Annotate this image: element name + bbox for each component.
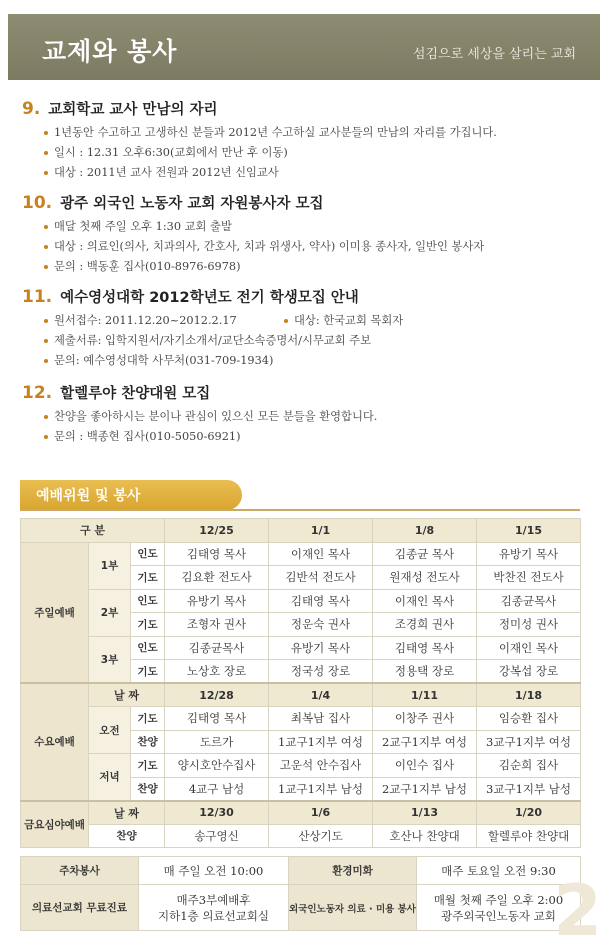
service-label: 주일예배 xyxy=(21,542,89,683)
date-header: 1/8 xyxy=(373,519,477,543)
table-row xyxy=(21,519,581,543)
role-cell: 기도 xyxy=(131,707,165,731)
table-cell: 도르가 xyxy=(165,730,269,754)
page-title: 교제와 봉사 xyxy=(42,37,178,66)
announcement-10 xyxy=(22,192,484,277)
announcement-title: 광주 외국인 노동자 교회 자원봉사자 모집 xyxy=(60,196,324,212)
schedule-table xyxy=(20,518,581,848)
table-cell: 김태영 목사 xyxy=(269,589,373,613)
service-name: 환경미화 xyxy=(289,857,417,885)
table-row xyxy=(21,885,581,931)
announcement-line: 일시 : 12.31 오후6:30(교회에서 만난 후 이동) xyxy=(44,143,497,163)
table-cell: 최복남 집사 xyxy=(269,707,373,731)
service-name: 주차봉사 xyxy=(21,857,139,885)
bullet-icon xyxy=(44,435,48,439)
bullet-icon xyxy=(44,171,48,175)
page-number: 2 xyxy=(553,870,602,948)
service-time xyxy=(139,885,289,931)
table-cell: 김순희 집사 xyxy=(477,754,581,778)
service-time: 매 주일 오전 10:00 xyxy=(139,857,289,885)
role-cell: 기도 xyxy=(131,566,165,590)
date-label: 날 짜 xyxy=(89,683,165,707)
bullet-icon xyxy=(44,245,48,249)
bullet-icon xyxy=(44,131,48,135)
table-cell: 산상기도 xyxy=(269,824,373,848)
table-cell: 2교구1지부 남성 xyxy=(373,777,477,801)
table-row xyxy=(21,801,581,825)
service-time: 매주 토요일 오전 9:30 xyxy=(417,857,581,885)
announcement-line: 문의: 예수영성대학 사무처(031-709-1934) xyxy=(44,351,403,371)
service-time-line: 매월 첫째 주일 오후 2:00 xyxy=(433,892,564,907)
date-header: 1/18 xyxy=(477,683,581,707)
table-row xyxy=(21,589,581,613)
bullet-icon xyxy=(44,265,48,269)
table-cell: 이인수 집사 xyxy=(373,754,477,778)
announcement-line: 1년동안 수고하고 고생하신 분들과 2012년 수고하실 교사분들의 만남의 자리를 가집니다. xyxy=(44,123,497,143)
role-cell: 기도 xyxy=(131,754,165,778)
announcement-line: 문의 : 백종현 집사(010-5050-6921) xyxy=(44,427,377,447)
bullet-icon xyxy=(284,319,288,323)
table-cell: 정미성 권사 xyxy=(477,613,581,637)
date-header: 1/1 xyxy=(269,519,373,543)
table-cell: 김종균목사 xyxy=(477,589,581,613)
bullet-icon xyxy=(44,415,48,419)
announcement-11 xyxy=(22,286,403,371)
bullet-icon xyxy=(44,359,48,363)
announcement-line: 제출서류: 입학지원서/자기소개서/교단소속증명서/시무교회 주보 xyxy=(44,331,403,351)
announcement-line: 대상 : 2011년 교사 전원과 2012년 신임교사 xyxy=(44,163,497,183)
table-cell: 고운석 안수집사 xyxy=(269,754,373,778)
service-name: 의료선교회 무료진료 xyxy=(21,885,139,931)
date-header: 12/25 xyxy=(165,519,269,543)
page-header xyxy=(8,14,600,80)
service-part: 2부 xyxy=(89,589,131,636)
service-label: 수요예배 xyxy=(21,683,89,801)
role-cell: 기도 xyxy=(131,613,165,637)
announcement-9 xyxy=(22,98,497,183)
announcement-line: 매달 첫째 주일 오후 1:30 교회 출발 xyxy=(44,217,484,237)
service-label: 금요심야예배 xyxy=(21,801,89,848)
table-cell: 김태영 목사 xyxy=(373,636,477,660)
table-cell: 유방기 목사 xyxy=(165,589,269,613)
service-time-line: 매주3부예배후 xyxy=(176,892,251,907)
date-header: 1/6 xyxy=(269,801,373,825)
date-header: 1/20 xyxy=(477,801,581,825)
table-row xyxy=(21,824,581,848)
date-label: 날 짜 xyxy=(89,801,165,825)
announcement-title: 할렐루야 찬양대원 모집 xyxy=(60,386,211,402)
table-cell: 김태영 목사 xyxy=(165,542,269,566)
table-cell: 유방기 목사 xyxy=(269,636,373,660)
role-cell: 찬양 xyxy=(131,777,165,801)
table-cell: 정국성 장로 xyxy=(269,660,373,684)
table-cell: 이창주 권사 xyxy=(373,707,477,731)
role-cell: 기도 xyxy=(131,660,165,684)
table-cell: 김요환 전도사 xyxy=(165,566,269,590)
date-header: 12/30 xyxy=(165,801,269,825)
services-table xyxy=(20,856,581,931)
table-cell: 할렐루야 찬양대 xyxy=(477,824,581,848)
section-tab xyxy=(20,480,242,510)
service-name: 외국인노동자 의료 · 미용 봉사 xyxy=(289,885,417,931)
bullet-icon xyxy=(44,339,48,343)
announcement-title: 교회학교 교사 만남의 자리 xyxy=(48,102,218,118)
table-cell: 박찬진 전도사 xyxy=(477,566,581,590)
column-header: 구 분 xyxy=(21,519,165,543)
section-title: 예배위원 및 봉사 xyxy=(36,488,141,504)
service-part: 오전 xyxy=(89,707,131,754)
table-cell: 3교구1지부 남성 xyxy=(477,777,581,801)
announcement-number: 9. xyxy=(22,99,41,119)
bullet-icon xyxy=(44,151,48,155)
service-time-line: 광주외국인노동자 교회 xyxy=(441,908,556,923)
table-cell: 이재인 목사 xyxy=(373,589,477,613)
announcement-line: 대상 : 의료인(의사, 치과의사, 간호사, 치과 위생사, 약사) 이미용 종사자, 일반인 봉사자 xyxy=(44,237,484,257)
role-cell: 인도 xyxy=(131,542,165,566)
table-cell: 정운숙 권사 xyxy=(269,613,373,637)
table-row xyxy=(21,754,581,778)
table-cell: 3교구1지부 여성 xyxy=(477,730,581,754)
table-row xyxy=(21,707,581,731)
table-cell: 강복섭 장로 xyxy=(477,660,581,684)
announcement-number: 12. xyxy=(22,383,53,403)
announcement-line: 문의 : 백동훈 집사(010-8976-6978) xyxy=(44,257,484,277)
table-cell: 정용택 장로 xyxy=(373,660,477,684)
table-cell: 조경희 권사 xyxy=(373,613,477,637)
table-row xyxy=(21,636,581,660)
bullet-icon xyxy=(44,225,48,229)
table-cell: 김종균 목사 xyxy=(373,542,477,566)
table-cell: 양시호안수집사 xyxy=(165,754,269,778)
announcement-12 xyxy=(22,382,377,447)
announcement-title: 예수영성대학 2012학년도 전기 학생모집 안내 xyxy=(60,290,359,306)
table-cell: 김종균목사 xyxy=(165,636,269,660)
announcement-number: 11. xyxy=(22,287,53,307)
table-cell: 임승환 집사 xyxy=(477,707,581,731)
role-cell: 인도 xyxy=(131,589,165,613)
table-cell: 1교구1지부 남성 xyxy=(269,777,373,801)
announcement-line: 찬양을 좋아하시는 분이나 관심이 있으신 모든 분들을 환영합니다. xyxy=(44,407,377,427)
section-divider xyxy=(20,509,580,511)
announcement-number: 10. xyxy=(22,193,53,213)
table-cell: 김반석 전도사 xyxy=(269,566,373,590)
table-row xyxy=(21,683,581,707)
service-time-line: 지하1층 의료선교회실 xyxy=(158,908,269,923)
table-cell: 노상호 장로 xyxy=(165,660,269,684)
service-part: 1부 xyxy=(89,542,131,589)
service-part: 3부 xyxy=(89,636,131,683)
table-cell: 송구영신 xyxy=(165,824,269,848)
service-part: 저녁 xyxy=(89,754,131,801)
table-cell: 이재인 목사 xyxy=(269,542,373,566)
date-header: 1/4 xyxy=(269,683,373,707)
date-header: 1/13 xyxy=(373,801,477,825)
date-header: 12/28 xyxy=(165,683,269,707)
page-subtitle: 섬김으로 세상을 살리는 교회 xyxy=(412,47,576,62)
role-cell: 찬양 xyxy=(131,730,165,754)
date-header: 1/11 xyxy=(373,683,477,707)
table-cell: 김태영 목사 xyxy=(165,707,269,731)
announcement-line: 원서접수: 2011.12.20~2012.2.17 대상: 한국교회 목회자 xyxy=(44,311,403,331)
table-cell: 원재성 전도사 xyxy=(373,566,477,590)
table-cell: 2교구1지부 여성 xyxy=(373,730,477,754)
date-header: 1/15 xyxy=(477,519,581,543)
table-cell: 이재인 목사 xyxy=(477,636,581,660)
table-row xyxy=(21,542,581,566)
table-cell: 1교구1지부 여성 xyxy=(269,730,373,754)
bullet-icon xyxy=(44,319,48,323)
table-cell: 4교구 남성 xyxy=(165,777,269,801)
table-cell: 조형자 권사 xyxy=(165,613,269,637)
table-cell: 호산나 찬양대 xyxy=(373,824,477,848)
role-cell: 인도 xyxy=(131,636,165,660)
table-row xyxy=(21,857,581,885)
role-cell: 찬양 xyxy=(89,824,165,848)
table-cell: 유방기 목사 xyxy=(477,542,581,566)
